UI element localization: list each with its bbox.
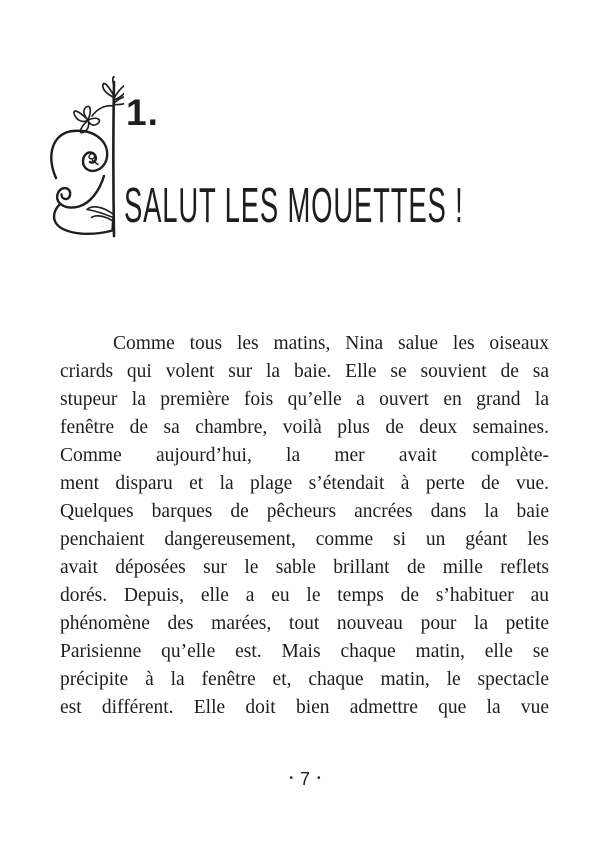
body-text bbox=[60, 330, 549, 722]
chapter-number: 1. bbox=[126, 92, 159, 133]
page-number-value: 7 bbox=[299, 769, 310, 789]
body-text-line: avait déposées sur le sable brillant de mille reflets bbox=[60, 557, 549, 578]
body-text-line: stupeur la première fois qu’elle a ouvert en grand la bbox=[60, 389, 549, 410]
body-text-line: ment disparu et la plage s’étendait à perte de vue. bbox=[60, 473, 549, 494]
body-text-line: penchaient dangereusement, comme si un géant les bbox=[60, 529, 549, 550]
page-number-dot-left: • bbox=[289, 773, 293, 784]
chapter-ornament-snail-plant-icon bbox=[46, 76, 124, 240]
page-number bbox=[0, 770, 610, 788]
body-text-line: phénomène des marées, tout nouveau pour la petite bbox=[60, 613, 549, 634]
body-text-line: précipite à la fenêtre et, chaque matin, le spectacle bbox=[60, 669, 549, 690]
body-text-line: est différent. Elle doit bien admettre que la vue bbox=[60, 697, 549, 718]
body-text-line: Quelques barques de pêcheurs ancrées dans la baie bbox=[60, 501, 549, 522]
body-text-line: Comme tous les matins, Nina salue les oiseaux bbox=[113, 333, 549, 354]
body-text-line: fenêtre de sa chambre, voilà plus de deux semaines. bbox=[60, 417, 549, 438]
body-text-line: criards qui volent sur la baie. Elle se souvient de sa bbox=[60, 361, 549, 382]
body-text-line: Parisienne qu’elle est. Mais chaque matin, elle se bbox=[60, 641, 549, 662]
page-number-dot-right: • bbox=[317, 773, 321, 784]
chapter-title: SALUT LES MOUETTES ! bbox=[124, 179, 464, 233]
body-text-line: Comme aujourd’hui, la mer avait complète- bbox=[60, 445, 549, 466]
body-text-line: dorés. Depuis, elle a eu le temps de s’habituer au bbox=[60, 585, 549, 606]
